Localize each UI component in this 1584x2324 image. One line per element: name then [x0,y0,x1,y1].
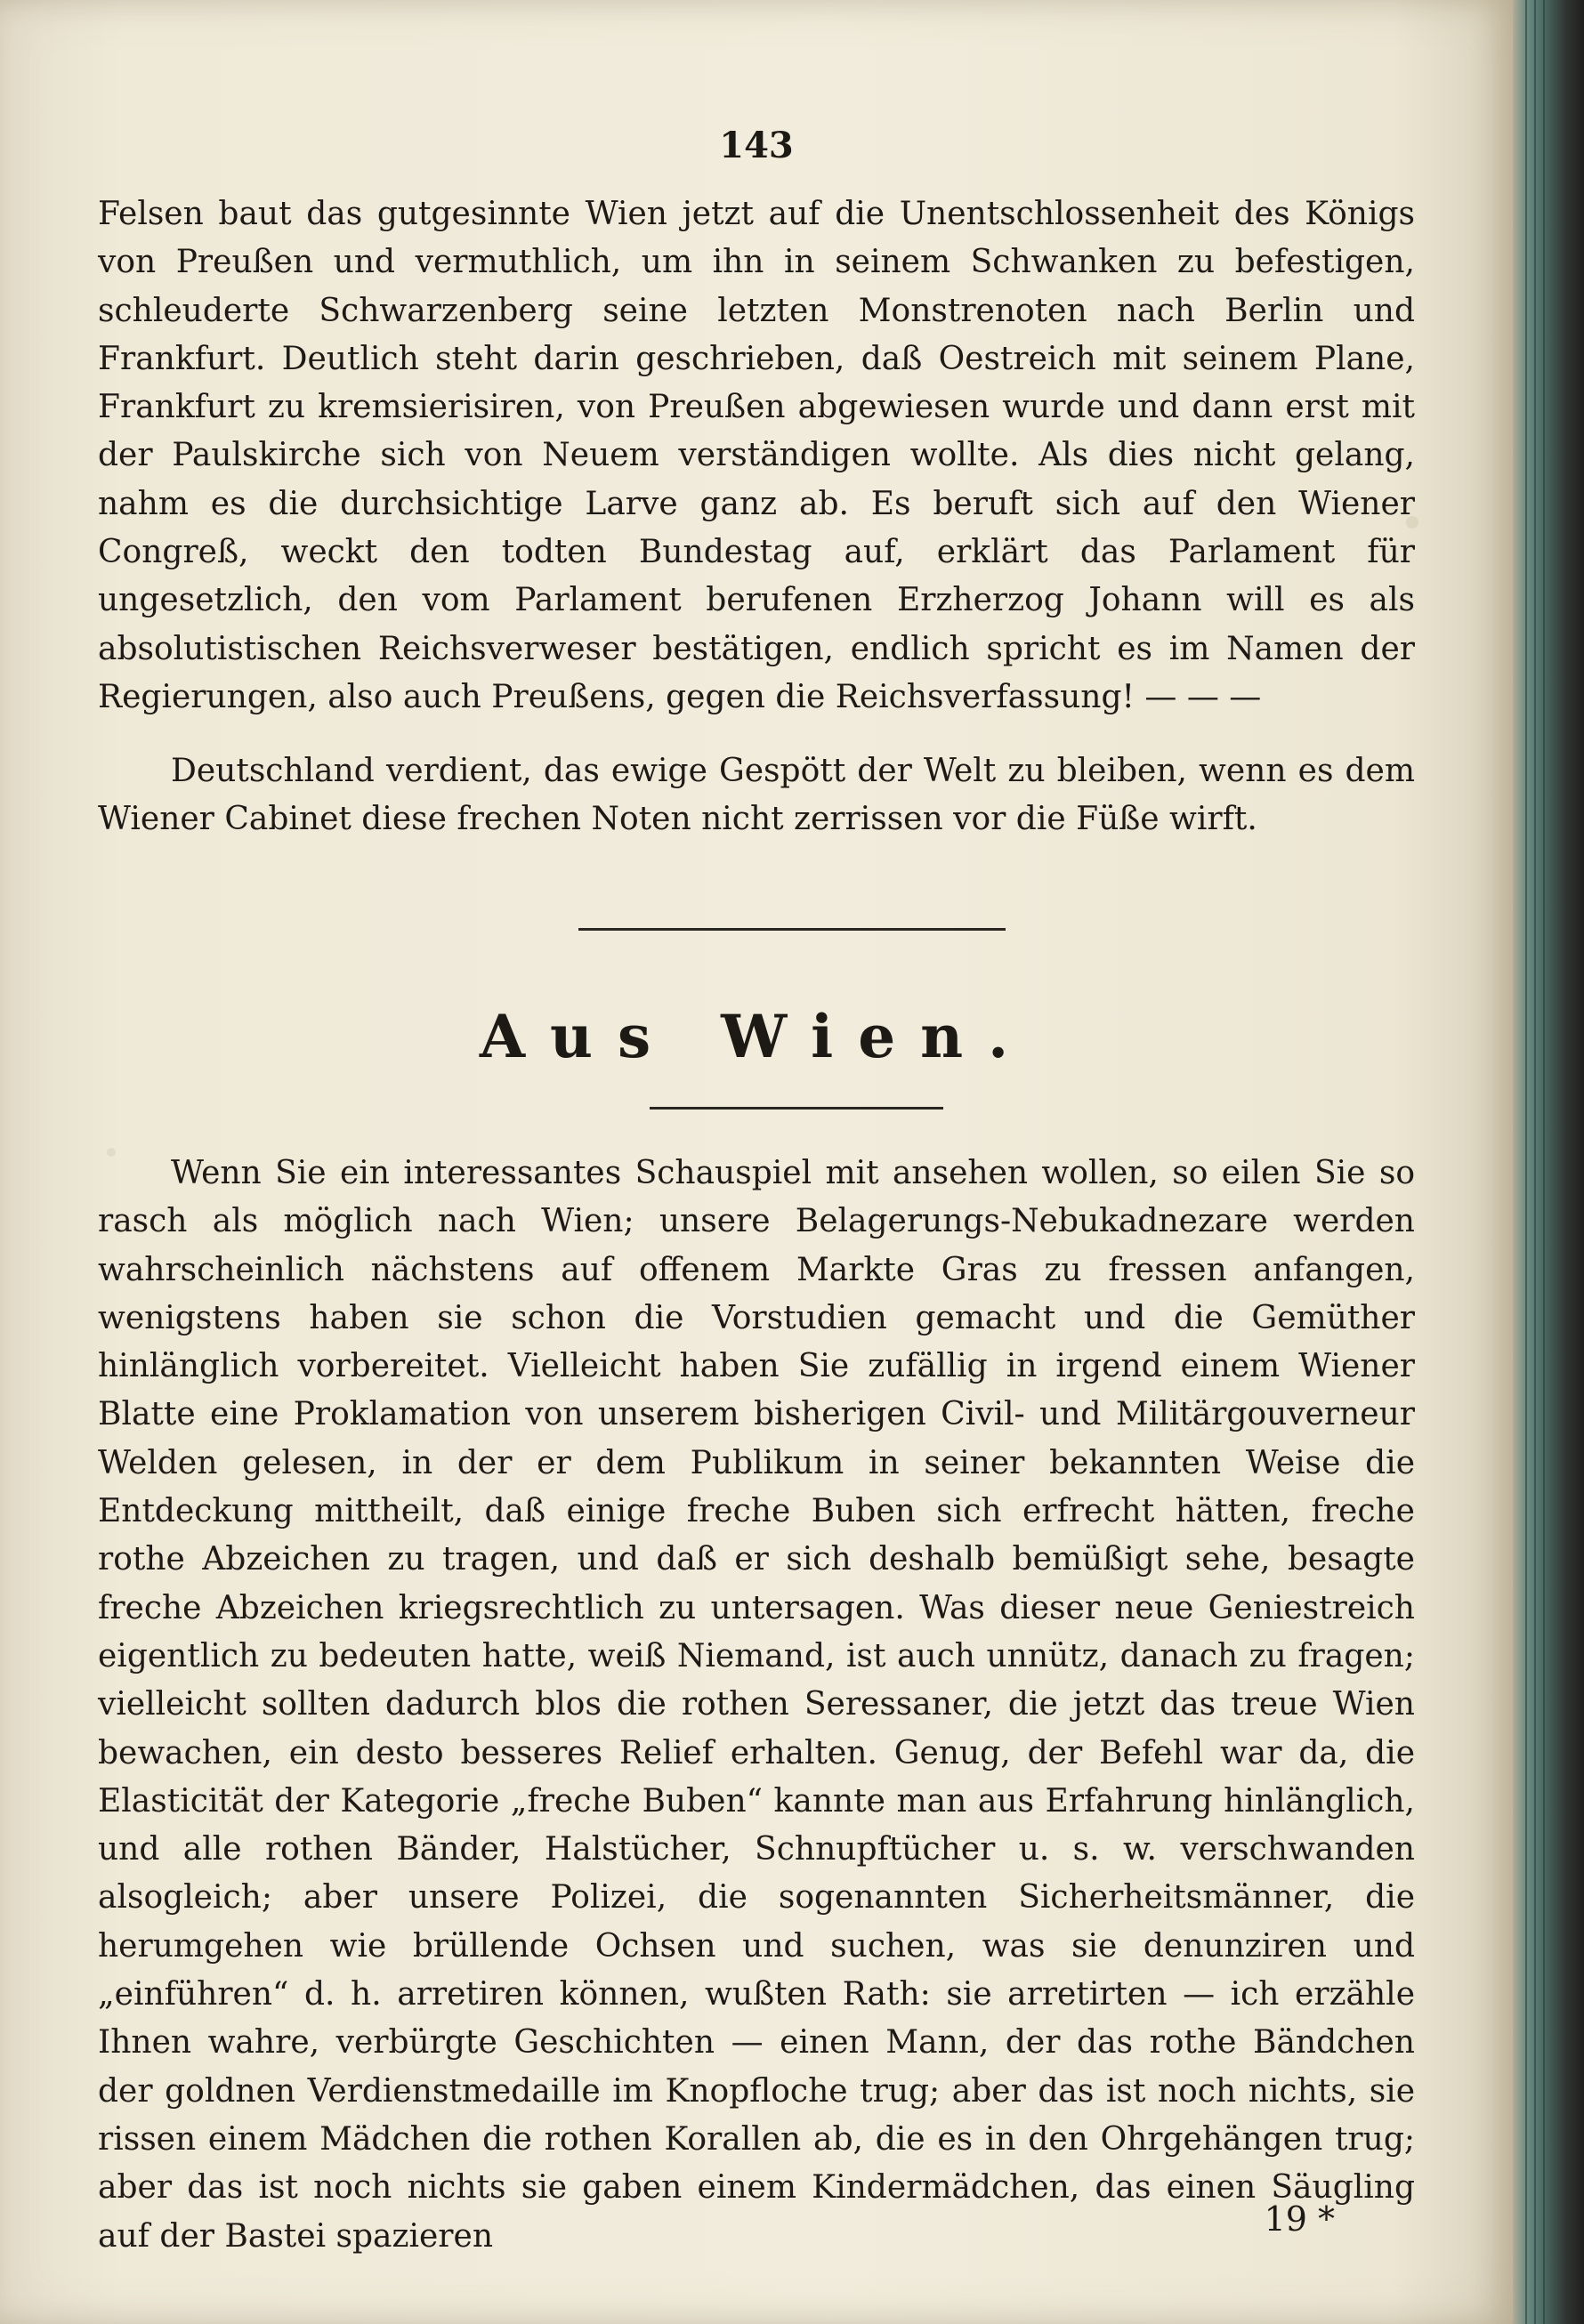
edge-line [1543,0,1545,2324]
book-fore-edge [1513,0,1584,2324]
section-divider [578,928,1006,931]
title-underline [650,1107,943,1110]
edge-line [1534,0,1536,2324]
article1-paragraph-2: Deutschland verdient, das ewige Gespött der Welt zu bleiben, wenn es dem Wiener Cabinet diese frechen Noten nicht zerrissen vor die Füße wirft. [98,753,1415,838]
article2-title: Aus Wien. [479,1002,1034,1071]
article2-paragraph-1: Wenn Sie ein interessantes Schauspiel mit ansehen wollen, so eilen Sie so rasch als möglich nach Wien; unsere Belagerungs-Nebukadnezare werden wahrscheinlich nächstens auf offenem Markte Gras zu fressen anfangen, wenigstens haben sie schon die Vorstudien gemacht und die Gemüther hinlänglich vorbereitet. Vielleicht haben Sie zufällig in irgend einem Wiener Blatte eine Proklamation von unserem bisherigen Civil- und Militärgouverneur Welden gelesen, in der er dem Publikum in seiner bekannten Weise die Entdeckung mittheilt, daß einige freche Buben sich erfrecht hätten, freche rothe Abzeichen zu tragen, und daß er sich deshalb bemüßigt sehe, besagte freche Abzeichen kriegsrechtlich zu untersagen. Was dieser neue Geniestreich eigentlich zu bedeuten hatte, weiß Niemand, ist auch unnütz, danach zu fragen; vielleicht sollten dadurch blos die rothen Seressaner, die jetzt das treue Wien bewachen, ein desto besseres Relief erhalten. Genug, der Befehl war da, die Elasticität der Kategorie „freche Buben“ kannte man aus Erfahrung hinlänglich, und alle rothen Bänder, Halstücher, Schnupftücher u. s. w. verschwanden alsogleich; aber unsere Polizei, die sogenannten Sicherheitsmänner, die herumgehen wie brüllende Ochsen und suchen, was sie denunziren und „einführen“ d. h. arretiren können, wußten Rath: sie arretirten — ich erzähle Ihnen wahre, verbürgte Geschichten — einen Mann, der das rothe Bändchen der goldnen Verdienstmedaille im Knopfloche trug; aber das ist noch nichts, sie rissen einem Mädchen die rothen Korallen ab, die es in den Ohrgehängen trug; aber das ist noch nichts sie gaben einem Kindermädchen, das einen Säugling auf der Bastei spazieren [98,1155,1415,2255]
signature-mark: 19 * [1264,2199,1335,2239]
page-number: 143 [719,125,794,166]
article1-paragraph-1: Felsen baut das gutgesinnte Wien jetzt auf die Unentschlossenheit des Königs von Preußen und vermuthlich, um ihn in seinem Schwanken zu befestigen, schleuderte Schwarzenberg seine letzten Monstrenoten nach Berlin und Frankfurt. Deutlich steht darin geschrieben, daß Oestreich mit seinem Plane, Frankfurt zu kremsierisiren, von Preußen abgewiesen wurde und dann erst mit der Paulskirche sich von Neuem verständigen wollte. Als dies nicht gelang, nahm es die durchsichtige Larve ganz ab. Es beruft sich auf den Wiener Congreß, weckt den todten Bundestag auf, erklärt das Parlament für ungesetzlich, den vom Parlament berufenen Erzherzog Johann will es als absolutistischen Reichsverweser bestätigen, endlich spricht es im Namen der Regierungen, also auch Preußens, gegen die Reichsverfassung! — — — [98,196,1415,715]
edge-line [1525,0,1527,2324]
